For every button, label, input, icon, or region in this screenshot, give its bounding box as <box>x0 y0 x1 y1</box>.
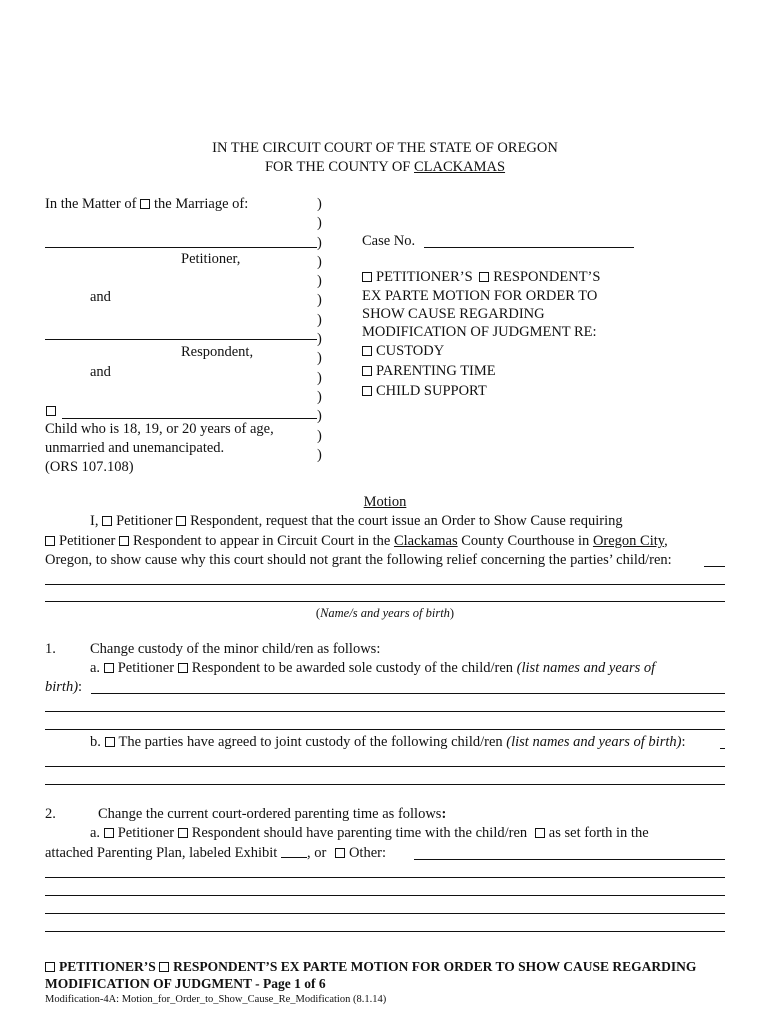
footer-petitioner-checkbox[interactable] <box>45 962 55 972</box>
child-support-checkbox[interactable] <box>362 386 372 396</box>
names-caption-text: Name/s and years of birth <box>320 606 450 620</box>
respondent-label: Respondent, <box>181 344 254 360</box>
s1a-text: Respondent to be awarded sole custody of the child/ren <box>191 660 517 676</box>
s1a-field-line2[interactable] <box>45 711 725 712</box>
children-field-line2[interactable] <box>45 601 725 602</box>
case-no-label: Case No. <box>362 233 416 249</box>
section2-a-line2 <box>45 845 386 862</box>
petitioner-label: Petitioner, <box>181 251 241 267</box>
s1b-text: The parties have agreed to joint custody of the following child/ren <box>118 734 507 750</box>
s1a-petitioner-checkbox[interactable] <box>104 663 114 673</box>
title-line3: SHOW CAUSE REGARDING <box>362 306 545 322</box>
courthouse-text: County Courthouse in <box>457 533 593 549</box>
county-prefix: FOR THE COUNTY OF <box>264 159 414 175</box>
section2-colon: : <box>441 806 447 822</box>
names-caption <box>0 606 770 621</box>
s1b-field-line1[interactable] <box>45 766 725 767</box>
s1b-field-line2[interactable] <box>45 784 725 785</box>
title-line1 <box>362 269 600 286</box>
appear-petitioner-label: Petitioner <box>59 533 116 549</box>
motion-respondent-text: Respondent, request that the court issue an Order to Show Cause requiring <box>190 513 623 529</box>
parenting-time-label: PARENTING TIME <box>376 363 496 379</box>
appear-respondent-checkbox[interactable] <box>119 536 129 546</box>
in-matter-prefix: In the Matter of <box>45 196 141 212</box>
section1-b <box>90 734 686 751</box>
title-line4: MODIFICATION OF JUDGMENT RE: <box>362 324 597 340</box>
parenting-time-checkbox[interactable] <box>362 366 372 376</box>
child-desc-line3: (ORS 107.108) <box>45 459 134 475</box>
title-respondents: RESPONDENT’S <box>493 269 601 285</box>
custody-label: CUSTODY <box>376 343 445 359</box>
comma: , <box>664 533 668 549</box>
section1-heading: Change custody of the minor child/ren as follows: <box>90 641 381 657</box>
s2a-petitioner-label: Petitioner <box>117 825 175 841</box>
s1a-italic: (list names and years of <box>516 660 656 676</box>
and-label-1: and <box>90 289 111 305</box>
s2a-text: Respondent should have parenting time with the child/ren <box>191 825 528 841</box>
motion-i: I, <box>90 513 99 529</box>
child-checkbox[interactable] <box>46 406 56 416</box>
petitioner-name-line[interactable] <box>45 247 317 248</box>
children-field-tail[interactable] <box>704 566 725 567</box>
s2a-other-checkbox[interactable] <box>335 848 345 858</box>
section1-a <box>90 660 655 677</box>
child-desc-line2: unmarried and unemancipated. <box>45 440 225 456</box>
motion-paragraph-line3: Oregon, to show cause why this court should not grant the following relief concerning the parties’ child/ren: <box>45 552 672 568</box>
section2-a-prefix: a. <box>90 825 101 841</box>
courthouse-county: Clackamas <box>393 533 458 549</box>
s1a-field-line1[interactable] <box>91 693 725 694</box>
section2-heading <box>98 806 446 823</box>
section2-number: 2. <box>45 806 56 822</box>
footer-line2: MODIFICATION OF JUDGMENT - Page 1 of 6 <box>45 976 326 991</box>
child-name-line[interactable] <box>62 418 317 419</box>
appear-respondent-text: Respondent to appear in Circuit Court in the <box>133 533 394 549</box>
s2a-text2: as set forth in the <box>548 825 649 841</box>
caption-parenthesis-column: ) ) ) ) ) ) ) ) ) ) ) ) ) ) <box>317 196 322 463</box>
option-child-support <box>362 383 487 400</box>
children-field-line1[interactable] <box>45 584 725 585</box>
section1-a-line2 <box>45 679 82 696</box>
s1a-birth: birth) <box>45 679 79 695</box>
s2a-or: , or <box>306 845 327 861</box>
s1a-petitioner-label: Petitioner <box>117 660 175 676</box>
motion-petitioner-checkbox[interactable] <box>102 516 112 526</box>
footer-line1 <box>45 959 696 975</box>
s1b-checkbox[interactable] <box>105 737 115 747</box>
appear-petitioner-checkbox[interactable] <box>45 536 55 546</box>
county-name: CLACKAMAS <box>414 159 506 175</box>
s2a-respondent-checkbox[interactable] <box>178 828 188 838</box>
s2a-petitioner-checkbox[interactable] <box>104 828 114 838</box>
child-desc-line1: Child who is 18, 19, or 20 years of age, <box>45 421 274 437</box>
s1a-field-line3[interactable] <box>45 729 725 730</box>
s1b-field-tail[interactable] <box>720 748 725 749</box>
s1b-italic: (list names and years of birth) <box>506 734 682 750</box>
and-label-2: and <box>90 364 111 380</box>
court-heading-line1: IN THE CIRCUIT COURT OF THE STATE OF OREGON <box>212 140 558 156</box>
s1b-colon: : <box>681 734 686 750</box>
motion-petitioner-label: Petitioner <box>116 513 173 529</box>
title-petitioner-checkbox[interactable] <box>362 272 372 282</box>
title-petitioners: PETITIONER’S <box>376 269 473 285</box>
in-matter-of <box>45 196 248 213</box>
s2a-field-line1[interactable] <box>45 877 725 878</box>
s2a-field-line3[interactable] <box>45 913 725 914</box>
marriage-checkbox[interactable] <box>140 199 150 209</box>
motion-paragraph-line2 <box>45 533 668 550</box>
court-heading-line2 <box>0 159 770 176</box>
exhibit-field[interactable] <box>281 845 307 858</box>
title-line2: EX PARTE MOTION FOR ORDER TO <box>362 288 598 304</box>
footer-line1-text: RESPONDENT’S EX PARTE MOTION FOR ORDER TO SHOW CAUSE REGARDING <box>173 959 697 974</box>
s2a-other-label: Other: <box>348 845 386 861</box>
section1-a-prefix: a. <box>90 660 101 676</box>
paren-close: ) <box>449 606 455 620</box>
footer-respondent-checkbox[interactable] <box>159 962 169 972</box>
option-parenting-time <box>362 363 496 380</box>
paren-open: ( <box>315 606 321 620</box>
section2-a <box>90 825 649 842</box>
section2-heading-text: Change the current court-ordered parenting time as follows <box>98 806 442 822</box>
s1a-respondent-checkbox[interactable] <box>178 663 188 673</box>
option-custody <box>362 343 444 360</box>
motion-heading: Motion <box>363 494 407 510</box>
section1-number: 1. <box>45 641 56 657</box>
s2a-other-field[interactable] <box>414 859 725 860</box>
s2a-field-line4[interactable] <box>45 931 725 932</box>
s2a-plan-checkbox[interactable] <box>535 828 545 838</box>
child-support-label: CHILD SUPPORT <box>376 383 487 399</box>
footer-form-id: Modification-4A: Motion_for_Order_to_Show_Cause_Re_Modification (8.1.14) <box>45 994 387 1005</box>
s2a-exhibit-text: attached Parenting Plan, labeled Exhibit <box>45 845 281 861</box>
s1a-colon: : <box>78 679 83 695</box>
in-matter-suffix: the Marriage of: <box>154 196 249 212</box>
motion-paragraph-line1 <box>90 513 623 530</box>
title-respondent-checkbox[interactable] <box>479 272 489 282</box>
motion-respondent-checkbox[interactable] <box>176 516 186 526</box>
custody-checkbox[interactable] <box>362 346 372 356</box>
footer-petitioners: PETITIONER’S <box>59 959 156 974</box>
respondent-name-line[interactable] <box>45 339 317 340</box>
section1-b-prefix: b. <box>90 734 101 750</box>
case-no-field[interactable] <box>424 247 634 248</box>
s2a-field-line2[interactable] <box>45 895 725 896</box>
courthouse-city: Oregon City <box>592 533 665 549</box>
